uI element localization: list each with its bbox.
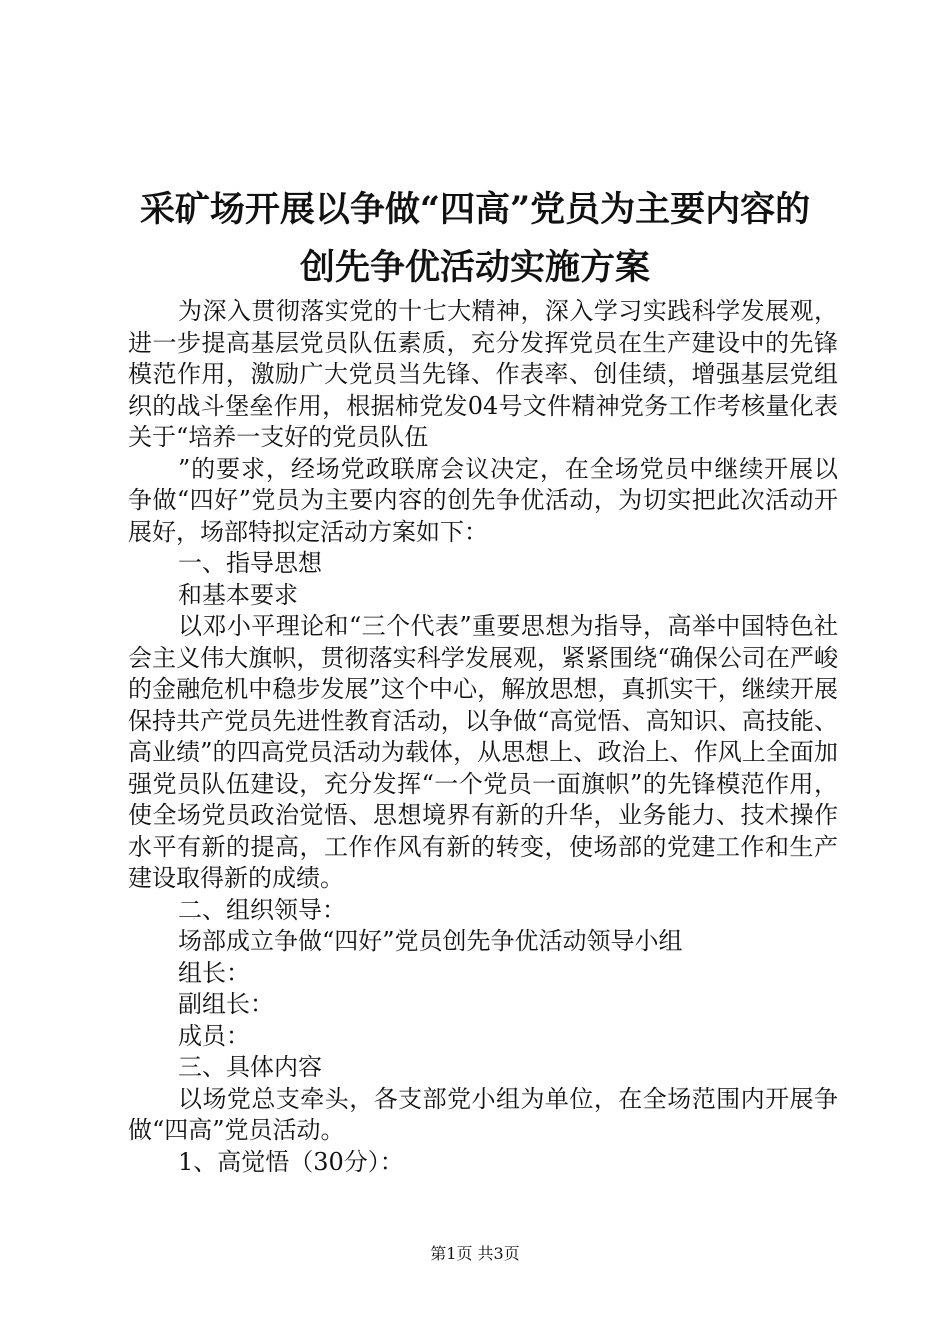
paragraph-guiding-thought: 以邓小平理论和“三个代表”重要思想为指导，高举中国特色社会主义伟大旗帜，贯彻落实科学发展观，紧紧围绕“确保公司在严峻的金融危机中稳步发展”这个中心，解放思想，真抓实干，继续开展保持共产党员先进性教育活动，以争做“高觉悟、高知识、高技能、高业绩”的四高党员活动为载体，从思想上、政治上、作风上全面加强党员队伍建设，充分发挥“一个党员一面旗帜”的先锋模范作用，使全场党员政治觉悟、思想境界有新的升华，业务能力、技术操作水平有新的提高，工作作风有新的转变，使场部的党建工作和生产建设取得新的成绩。: [128, 612, 838, 892]
page-indicator: 第1页 共3页: [430, 1244, 520, 1263]
document-title-line-2: 创先争优活动实施方案: [299, 247, 650, 288]
section-heading-content: 三、具体内容: [178, 1053, 322, 1081]
paragraph-leading-group: 场部成立争做“四好”党员创先争优活动领导小组: [178, 927, 683, 955]
paragraph-content: 以场党总支牵头，各支部党小组为单位，在全场范围内开展争做“四高”党员活动。: [128, 1084, 838, 1144]
section-heading-guiding-thought: 一、指导思想: [178, 549, 322, 577]
section-heading-basic-requirements: 和基本要求: [178, 580, 298, 609]
document-body: [128, 296, 838, 1178]
label-deputy-group-leader: 副组长：: [178, 990, 274, 1018]
label-members: 成员：: [178, 1021, 250, 1050]
section-heading-organization: 二、组织领导：: [178, 895, 346, 924]
paragraph-intro: 为深入贯彻落实党的十七大精神，深入学习实践科学发展观，进一步提高基层党员队伍素质，充分发挥党员在生产建设中的先锋模范作用，激励广大党员当先锋、作表率、创佳绩，增强基层党组织的战斗堡垒作用，根据柿党发04号文件精神党务工作考核量化表关于“培养一支好的党员队伍: [128, 297, 838, 451]
document-title-line-1: 采矿场开展以争做“四高”党员为主要内容的: [139, 189, 811, 230]
paragraph-intro-continued: ”的要求，经场党政联席会议决定，在全场党员中继续开展以争做“四好”党员为主要内容的创先争优活动，为切实把此次活动开展好，场部特拟定活动方案如下：: [128, 454, 838, 546]
label-group-leader: 组长：: [178, 958, 250, 987]
item-high-awareness: 1、高觉悟（30分）：: [178, 1147, 404, 1176]
